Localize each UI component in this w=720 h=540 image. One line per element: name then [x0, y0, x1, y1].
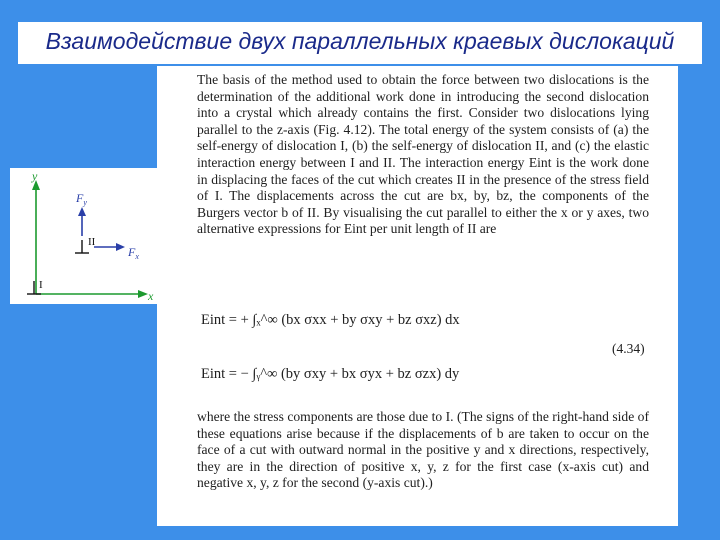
fy-arrow-head	[78, 207, 86, 216]
slide-title: Взаимодействие двух параллельных краевых дислокаций	[45, 28, 675, 54]
x-axis-arrow	[138, 290, 148, 298]
fx-arrow-head	[116, 243, 125, 251]
x-axis-label: x	[148, 289, 154, 303]
dislocation-I-label: I	[39, 279, 43, 291]
title-banner	[18, 22, 702, 64]
equation-number: (4.34)	[612, 341, 645, 356]
fx-label: $F_x$	[128, 245, 139, 261]
dislocation-diagram	[10, 168, 160, 304]
diagram-svg	[10, 168, 160, 304]
paragraph-explanation: where the stress components are those due to I. (The signs of the right-hand side of these equations arise because if the displacements of b are taken to occur on the face of a cut with outward normal in the positive y and x directions, respectively, they are in the direction of positive x, y, z for the first case (x-axis cut) and negative x, y, z for the second (y-axis cut).)	[197, 409, 649, 491]
textbook-page	[157, 66, 678, 526]
equation-y-cut: Eint = − ∫ᵧ^∞ (by σxy + bx σyx + bz σzx) dy	[201, 366, 460, 382]
paragraph-intro: The basis of the method used to obtain the force between two dislocations is the determination of the additional work done in introducing the second dislocation into a crystal which already contains the first. Consider two dislocations lying parallel to the z-axis (Fig. 4.12). The total energy of the system consists of (a) the self-energy of dislocation I, (b) the self-energy of dislocation II, and (c) the elastic interaction energy between I and II. The interaction energy Eint is the work done in displacing the faces of the cut which creates II in the presence of the stress field of I. The displacements across the cut are bx, by, bz, the components of the Burgers vector b of II. By visualising the cut parallel to either the x or y axes, two alternative expressions for Eint per unit length of II are	[197, 72, 649, 237]
dislocation-II-label: II	[88, 236, 96, 248]
fy-label: $F_y$	[76, 191, 87, 207]
equation-x-cut: Eint = + ∫ₓ^∞ (bx σxx + by σxy + bz σxz) dx	[201, 312, 460, 328]
y-axis-label: y	[32, 169, 38, 183]
